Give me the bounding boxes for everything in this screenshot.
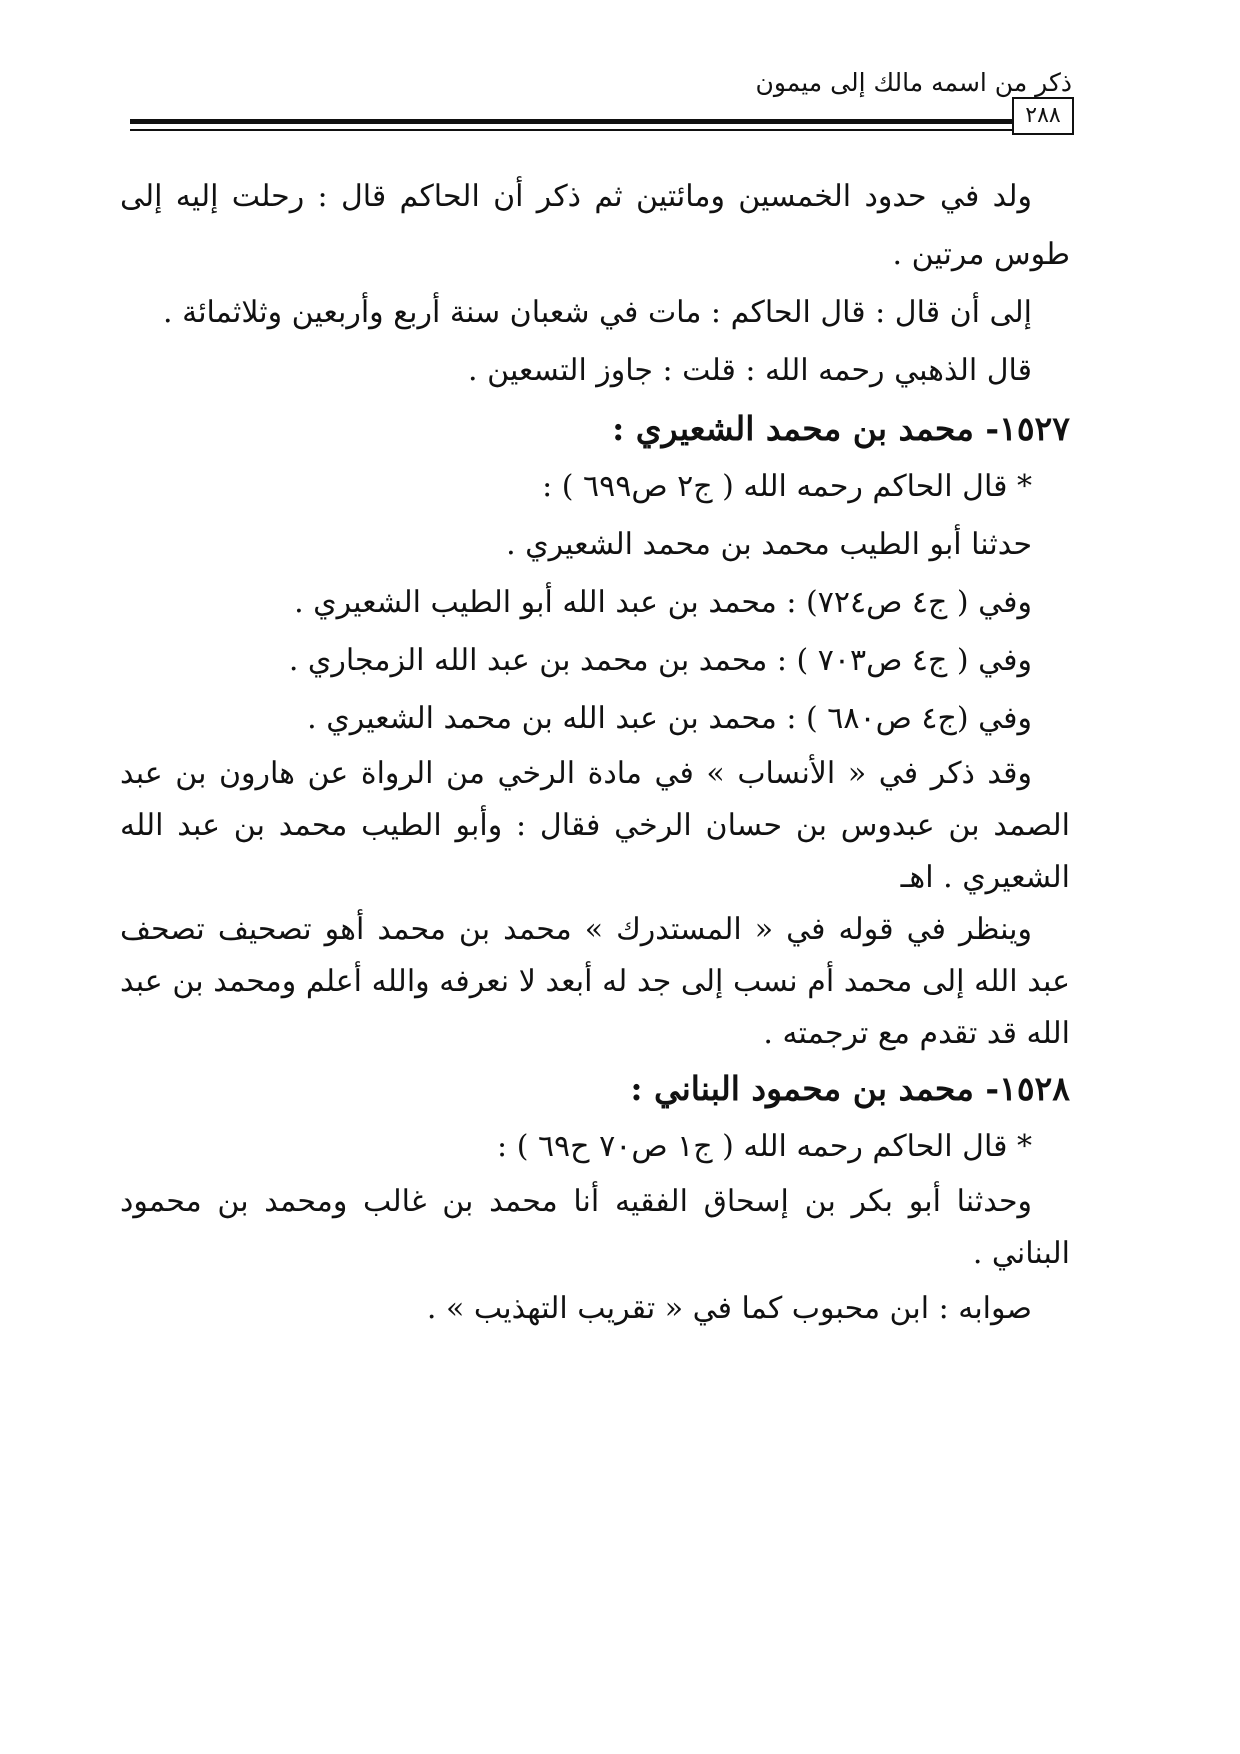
paragraph: قال الذهبي رحمه الله : قلت : جاوز التسعين . [468, 353, 1032, 388]
page-number: ٢٨٨ [1012, 97, 1074, 135]
paragraph: وفي (ج٤ ص٦٨٠ ) : محمد بن عبد الله بن محمد الشعيري . [307, 701, 1032, 736]
running-title: ذكر من اسمه مالك إلى ميمون [755, 68, 1072, 97]
paragraph: وقد ذكر في « الأنساب » في مادة الرخي من الرواة عن هارون بن عبد الصمد بن عبدوس بن حسان الرخي فقال : وأبو الطيب محمد بن عبد الله الشعيري . اهـ [120, 756, 1070, 895]
paragraph: ولد في حدود الخمسين ومائتين ثم ذكر أن الحاكم قال : رحلت إليه إلى طوس مرتين . [120, 179, 1070, 272]
paragraph: وحدثنا أبو بكر بن إسحاق الفقيه أنا محمد بن غالب ومحمد بن محمود البناني . [120, 1184, 1070, 1271]
paragraph: صوابه : ابن محبوب كما في « تقريب التهذيب » . [426, 1291, 1032, 1326]
paragraph: حدثنا أبو الطيب محمد بن محمد الشعيري . [506, 527, 1032, 562]
entry-heading: ١٥٢٨- محمد بن محمود البناني : [630, 1069, 1070, 1108]
page-body [120, 168, 1070, 1338]
paragraph: * قال الحاكم رحمه الله ( ج١ ص٧٠ ح٦٩ ) : [497, 1129, 1032, 1164]
header-rule [130, 119, 1012, 124]
paragraph: إلى أن قال : قال الحاكم : مات في شعبان سنة أربع وأربعين وثلاثمائة . [163, 295, 1032, 330]
paragraph: وينظر في قوله في « المستدرك » محمد بن محمد أهو تصحيف تصحف عبد الله إلى محمد أم نسب إلى جد له أبعد لا نعرفه والله أعلم ومحمد بن عبد الله قد تقدم مع ترجمته . [120, 912, 1070, 1051]
paragraph: * قال الحاكم رحمه الله ( ج٢ ص٦٩٩ ) : [542, 469, 1032, 504]
paragraph: وفي ( ج٤ ص٧٠٣ ) : محمد بن محمد بن عبد الله الزمجاري . [288, 643, 1032, 678]
paragraph: وفي ( ج٤ ص٧٢٤) : محمد بن عبد الله أبو الطيب الشعيري . [294, 585, 1032, 620]
entry-heading: ١٥٢٧- محمد بن محمد الشعيري : [612, 409, 1070, 448]
header-rule-thin [130, 129, 1012, 131]
